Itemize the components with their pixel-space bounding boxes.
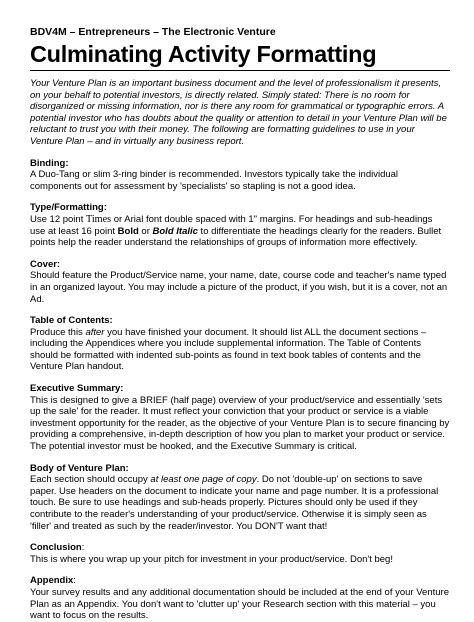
- section-cover: [30, 259, 450, 305]
- text-run: Each section should occupy: [30, 474, 151, 486]
- heading-colon: :: [73, 575, 76, 587]
- section-text: A Duo-Tang or slim 3-ring binder is recommended. Investors typically take the individual components out for assessment by 'specialists' so stapling is not a good idea.: [30, 169, 399, 192]
- heading-colon: :: [81, 542, 85, 554]
- text-run: Use 12 point: [30, 213, 86, 225]
- section-heading: Cover:: [30, 258, 61, 270]
- intro-paragraph: Your Venture Plan is an important business document and the level of professionalism it presents, on your behalf to potential investors, is directly related. Simply stated: There is no room for disorganized or missing information, nor is there any room for grammatical or typographic errors. A potential investor who has doubts about the quality or attention to detail in your Venture Plan will be reluctant to trust you with their money. The following are formatting guidelines to use in your Venture Plan – and in virtually any business report.: [30, 78, 447, 147]
- section-heading: Executive Summary:: [30, 383, 124, 395]
- section-heading: Table of Contents:: [30, 315, 113, 327]
- emphasis-after: after: [85, 326, 105, 338]
- page-title: Culminating Activity Formatting: [30, 41, 377, 67]
- text-run: Produce this: [30, 326, 86, 338]
- section-text: This is where you wrap up your pitch for investment in your product/service. Don't beg!: [30, 553, 393, 565]
- text-run: to differentiate the headings clearly for the readers. Bullet points help the reader understand the relationships of groups of information more effectively.: [30, 225, 442, 249]
- section-body-of-venture-plan: [30, 463, 450, 533]
- section-text: Should feature the Product/Service name, your name, date, course code and teacher's name typed in an organized layout. You may include a picture of the product, if you wish, but it is a cover, not an Ad.: [30, 270, 448, 305]
- course-code: BDV4M – Entrepreneurs – The Electronic Venture: [30, 26, 276, 38]
- heading-label: Conclusion: [30, 542, 82, 554]
- section-heading: [30, 575, 450, 587]
- times-font-sample: Times: [85, 213, 112, 225]
- section-type-formatting: [30, 202, 450, 248]
- section-conclusion: [30, 542, 450, 565]
- section-executive-summary: [30, 383, 450, 453]
- section-text: Your survey results and any additional documentation should be included at the end of your Venture Plan as an Appendix. You don't want to 'clutter up' your Research section with this material – you want to focus on the results.: [30, 586, 449, 622]
- bold-sample: Bold: [117, 225, 139, 237]
- heading-label: Appendix: [30, 575, 74, 587]
- section-appendix: [30, 575, 450, 621]
- document-page: [30, 26, 450, 622]
- section-binding: [30, 158, 450, 193]
- section-text: [30, 327, 450, 373]
- text-run: or: [138, 225, 153, 237]
- section-heading: Type/Formatting:: [30, 202, 107, 214]
- section-text: [30, 474, 450, 532]
- section-text: This is designed to give a BRIEF (half page) overview of your product/service and essentially 'sets up the sale' for the reader. It must reflect your conviction that your product or service is a viable investment opportunity for the reader, as the objective of your Venture Plan is to secure financing by providing a comprehensive, in-depth description of how you plan to market your product or service. The potential investor must be hooked, and the Executive Summary is critical.: [30, 394, 450, 453]
- text-run: . Do not 'double-up' on sections to save paper. Use headers on the document to indicate your name and page number. It is a professional touch. Be sure to use headings and sub-heads properly. Pictures should only be used if they contribute to the reader's understanding of your product/service. Otherwise it is simply seen as 'filler' and treated as such by the reader/investor. You DON'T want that!: [30, 474, 439, 532]
- section-heading: Binding:: [30, 157, 69, 169]
- bold-italic-sample: Bold Italic: [152, 225, 198, 237]
- section-text: [30, 214, 450, 249]
- section-heading: Body of Venture Plan:: [30, 462, 129, 474]
- section-table-of-contents: [30, 315, 450, 373]
- text-run: or Arial font double spaced with 1" margins. For headings and sub-headings use at least 16 point: [30, 213, 433, 237]
- text-run: you have finished your document. It should list ALL the document sections – including the Appendices where you include supplemental information. The Table of Contents should be formatted with indented sub-points as found in text book tables of contents and the Venture Plan handout.: [30, 326, 427, 373]
- section-heading: [30, 542, 450, 554]
- title-rule: [30, 70, 450, 71]
- emphasis-one-page: at least one page of copy: [150, 474, 257, 486]
